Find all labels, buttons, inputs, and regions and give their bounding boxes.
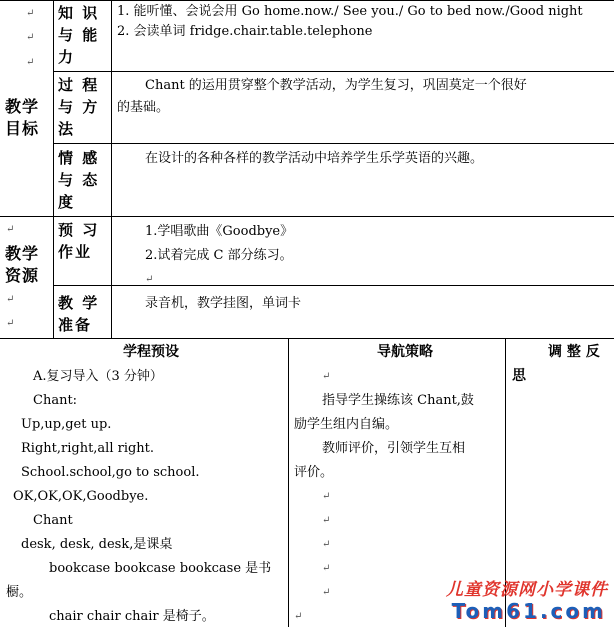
strategy-line-1: 指导学生操练该 Chant,鼓 <box>322 393 474 408</box>
knowledge-line-2: 2. 会读单词 fridge.chair.table.telephone <box>117 24 373 39</box>
col3-header-2: 思 <box>512 368 526 384</box>
watermark-text-site: Tom61.com <box>451 599 606 623</box>
process-text-1: Chant 的运用贯穿整个教学活动，为学生复习，巩固莫定一个很好 <box>145 78 527 93</box>
watermark-text-cn: 儿童资源网小学课件 <box>446 580 608 600</box>
col2-header: 导航策略 <box>377 344 433 360</box>
emotion-label: 情 感 与 态 度 <box>58 149 100 211</box>
resources-label: 教学 资源 <box>5 244 40 285</box>
emotion-text: 在设计的各种各样的教学活动中培养学生乐学英语的兴趣。 <box>145 151 484 166</box>
preview-line-2: 2.试着完成 C 部分练习。 <box>145 248 293 263</box>
preview-line-1: 1.学唱歌曲《Goodbye》 <box>145 224 294 239</box>
plan-line-2: Chant: <box>33 393 78 408</box>
prep-label: 教 学 准备 <box>58 294 100 334</box>
plan-line-5: School.school,go to school. <box>21 465 200 480</box>
knowledge-line-1: 1. 能听懂、会说会用 Go home.now./ See you./ Go to bed now./Good night <box>117 4 583 19</box>
plan-line-4: Right,right,all right. <box>21 441 155 456</box>
plan-line-11: chair chair chair 是椅子。 <box>49 609 215 624</box>
process-label: 过 程 与 方 法 <box>58 76 100 138</box>
col1-header: 学程预设 <box>123 344 179 360</box>
preview-label: 预 习 作业 <box>58 221 100 261</box>
prep-text: 录音机，教学挂图，单词卡 <box>145 296 302 311</box>
col3-header: 调 整 反 <box>548 344 600 360</box>
strategy-line-4: 评价。 <box>294 465 334 480</box>
watermark-logo <box>422 575 612 625</box>
plan-line-9: bookcase bookcase bookcase 是书 <box>49 561 272 576</box>
plan-line-3: Up,up,get up. <box>21 417 112 432</box>
plan-line-7: Chant <box>33 513 73 528</box>
plan-line-10: 橱。 <box>6 585 33 600</box>
plan-line-1: A.复习导入（3 分钟） <box>33 369 163 384</box>
plan-line-8: desk, desk, desk,是课桌 <box>21 537 173 552</box>
objectives-label: 教学 目标 <box>5 97 40 138</box>
knowledge-label: 知 识 与 能 力 <box>58 4 100 66</box>
strategy-line-2: 励学生组内自编。 <box>294 417 399 432</box>
strategy-line-3: 教师评价，引领学生互相 <box>322 441 466 456</box>
process-text-2: 的基础。 <box>117 100 170 115</box>
plan-line-6: OK,OK,OK,Goodbye. <box>13 489 149 504</box>
